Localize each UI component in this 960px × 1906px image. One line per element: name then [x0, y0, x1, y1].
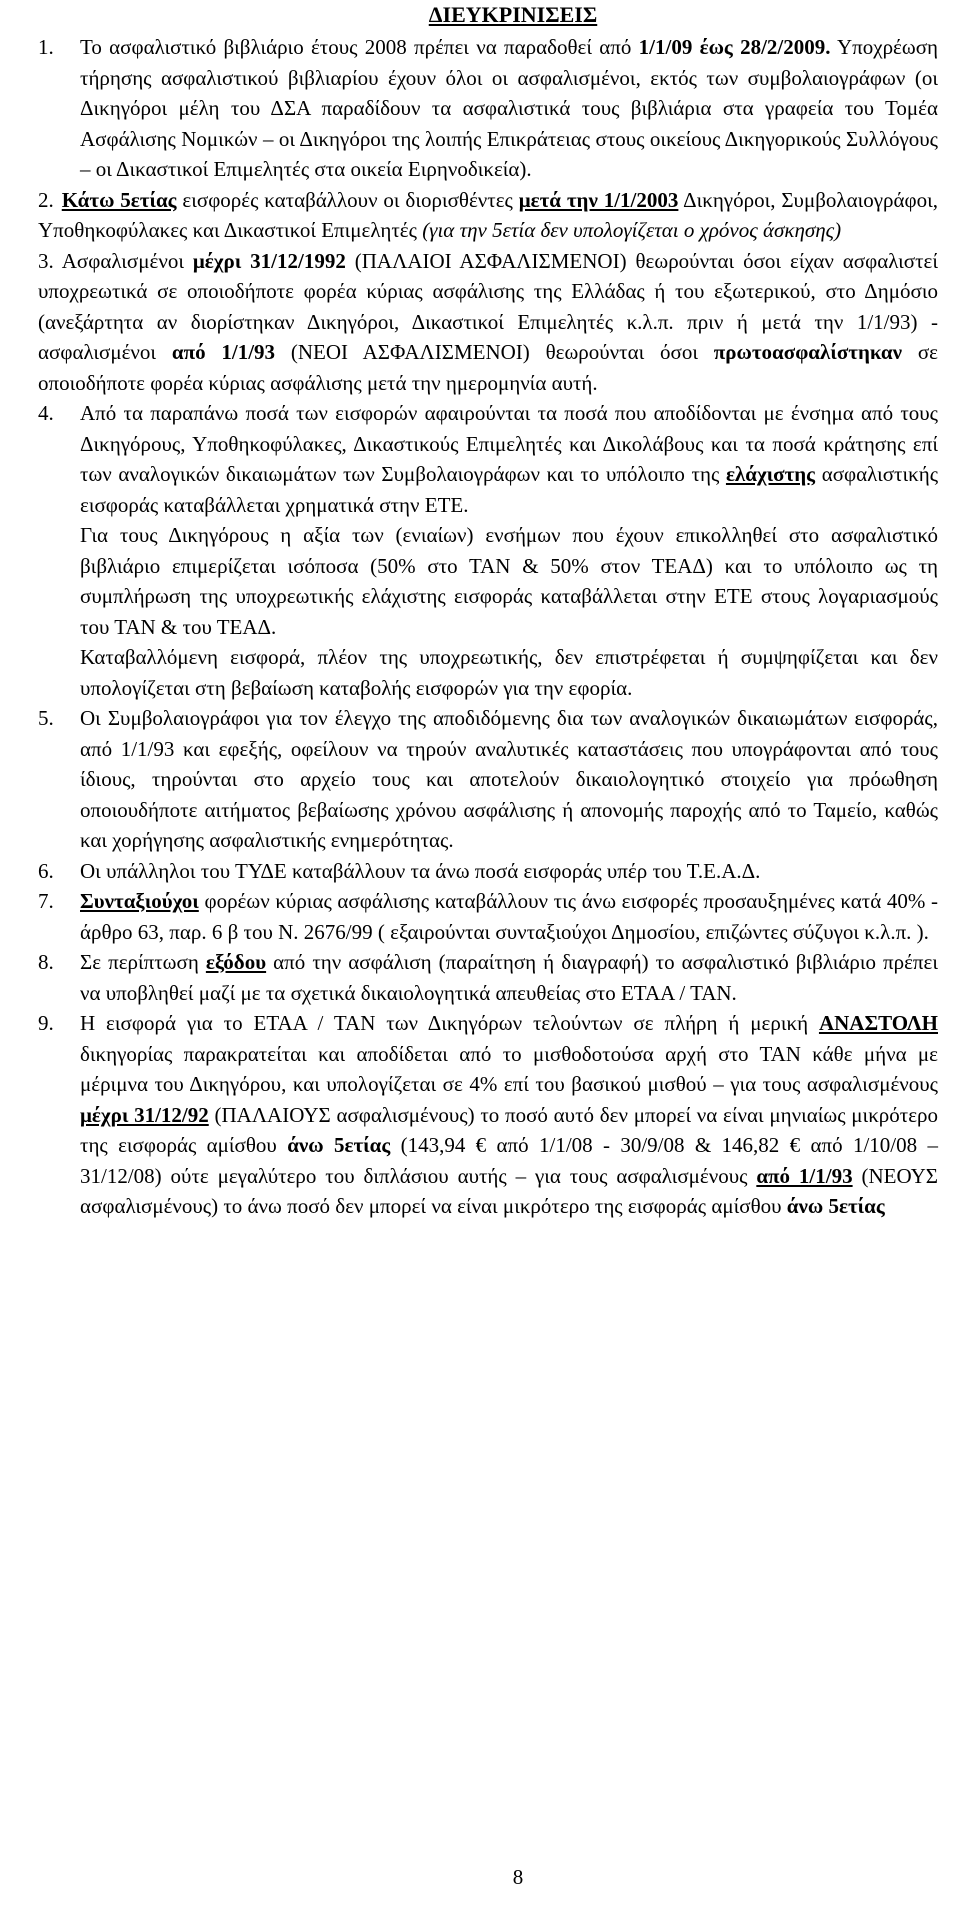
- list-item-number: 1.: [38, 35, 54, 59]
- list-item-number: 9.: [38, 1011, 54, 1035]
- list-item-text: Οι υπάλληλοι του ΤΥΔΕ καταβάλλουν τα άνω ποσά εισφοράς υπέρ του Τ.Ε.Α.Δ.: [80, 858, 761, 883]
- list-item-text: Οι Συμβολαιογράφοι για τον έλεγχο της αποδιδόμενης δια των αναλογικών δικαιωμάτων εισφοράς, από 1/1/93 και εφεξής, οφείλουν να τηρούν αναλυτικές καταστάσεις που υπογράφονται από τους ίδιους, τηρούνται στο αρχείο τους και αποτελούν δικαιολογητικό στοιχείο για πρόωθηση οποιουδήποτε αιτήματος βεβαίωσης χρόνου ασφάλισης ή απονομής παροχής από το Ταμείο, καθώς και χορήγησης ασφαλιστικής ενημερότητας.: [80, 706, 938, 852]
- list-item: [38, 1008, 938, 1222]
- list-item-number: 4.: [38, 401, 54, 425]
- list-item-number: 8.: [38, 950, 54, 974]
- list-item-number: 3.: [38, 248, 54, 273]
- list-item-text: Από τα παραπάνω ποσά των εισφορών αφαιρούνται τα ποσά που αποδίδονται με ένσημα από τους Δικηγόρους, Υποθηκοφύλακες, Δικαστικούς Επιμελητές και Δικολάβους και τα ποσά κράτησης επί των αναλογικών δικαιωμάτων των Συμβολαιογράφων και το υπόλοιπο της ελάχιστης ασφαλιστικής εισφοράς καταβάλλεται χρηματικά στην ΕΤΕ.: [80, 401, 939, 517]
- document-page: [38, 0, 938, 1222]
- list-item-text: Για τους Δικηγόρους η αξία των (ενιαίων) ενσήμων που έχουν επικολληθεί στο ασφαλιστικό βιβλιάριο επιμερίζεται ισόποσα (50% στο ΤΑΝ & 50% στον ΤΕΑΔ) και το υπόλοιπο ως τη συμπλήρωση της υποχρεωτικής ελάχιστης εισφοράς καταβάλλεται στην ΕΤΕ στους λογαριασμούς του ΤΑΝ & του ΤΕΑΔ.: [80, 523, 938, 639]
- list-item: [38, 32, 938, 185]
- list-item-text: Το ασφαλιστικό βιβλιάριο έτους 2008 πρέπει να παραδοθεί από 1/1/09 έως 28/2/2009. Υποχρέωση τήρησης ασφαλιστικού βιβλιαρίου έχουν όλοι οι ασφαλισμένοι, εκτός των συμβολαιογράφων (οι Δικηγόροι μέλη του ΔΣΑ παραδίδουν τα ασφαλιστικά τους βιβλιάρια στα γραφεία του Τομέα Ασφάλισης Νομικών – οι Δικηγόροι της λοιπής Επικράτειας στους οικείους Δικηγορικούς Συλλόγους – οι Δικαστικοί Επιμελητές στα οικεία Ειρηνοδικεία).: [80, 35, 939, 181]
- list-item: [38, 886, 938, 947]
- list-item-text: Κάτω 5ετίας εισφορές καταβάλλουν οι διορισθέντες μετά την 1/1/2003 Δικηγόροι, Συμβολαιογράφοι, Υποθηκοφύλακες και Δικαστικοί Επιμελητές (για την 5ετία δεν υπολογίζεται ο χρόνος άσκησης): [38, 187, 939, 242]
- list-item: [38, 185, 938, 246]
- list-item-paragraph: [38, 642, 938, 703]
- list-item-paragraph: [38, 520, 938, 642]
- page-title: ΔΙΕΥΚΡΙΝΙΣΕΙΣ: [428, 2, 598, 27]
- list-item-text: Η εισφορά για το ΕΤΑΑ / ΤΑΝ των Δικηγόρων τελούντων σε πλήρη ή μερική ΑΝΑΣΤΟΛΗ δικηγορίας παρακρατείται και αποδίδεται από το μισθοδοτούσα αρχή στο ΤΑΝ κάθε μήνα με μέριμνα του Δικηγόρου, και υπολογίζεται σε 4% επί του βασικού μισθού – για τους ασφαλισμένους μέχρι 31/12/92 (ΠΑΛΑΙΟΥΣ ασφαλισμένους) το ποσό αυτό δεν μπορεί να είναι μηνιαίως μικρότερο της εισφοράς αμίσθου άνω 5ετίας (143,94 € από 1/1/08 - 30/9/08 & 146,82 € από 1/10/08 – 31/12/08) ούτε μεγαλύτερο του διπλάσιου αυτής – για τους ασφαλισμένους από 1/1/93 (ΝΕΟΥΣ ασφαλισμένους) το άνω ποσό δεν μπορεί να είναι μικρότερο της εισφοράς αμίσθου άνω 5ετίας: [80, 1011, 938, 1218]
- list-item-text: Συνταξιούχοι φορέων κύριας ασφάλισης καταβάλλουν τις άνω εισφορές προσαυξημένες κατά 40% - άρθρο 63, παρ. 6 β του Ν. 2676/99 ( εξαιρούνται συνταξιούχοι Δημοσίου, επιζώντες σύζυγοι κ.λ.π. ).: [80, 889, 938, 944]
- page-number: 8: [512, 1865, 524, 1889]
- list-item-number: 6.: [38, 858, 54, 883]
- list-item: [38, 947, 938, 1008]
- list-item-number: 5.: [38, 706, 54, 730]
- list-item: [38, 398, 938, 520]
- list-item-number: 7.: [38, 889, 54, 913]
- clarifications-list: [38, 32, 938, 1222]
- list-item-text: Σε περίπτωση εξόδου από την ασφάλιση (παραίτηση ή διαγραφή) το ασφαλιστικό βιβλιάριο πρέπει να υποβληθεί μαζί με τα σχετικά δικαιολογητικά απευθείας στο ΕΤΑΑ / ΤΑΝ.: [80, 950, 939, 1005]
- list-item: [38, 856, 938, 887]
- list-item: [38, 246, 938, 399]
- list-item-number: 2.: [38, 187, 54, 212]
- list-item: [38, 703, 938, 856]
- list-item-text: Καταβαλλόμενη εισφορά, πλέον της υποχρεωτικής, δεν επιστρέφεται ή συμψηφίζεται και δεν υπολογίζεται στη βεβαίωση καταβολής εισφορών για την εφορία.: [80, 645, 938, 700]
- list-item-text: Ασφαλισμένοι μέχρι 31/12/1992 (ΠΑΛΑΙΟΙ ΑΣΦΑΛΙΣΜΕΝΟΙ) θεωρούνται όσοι είχαν ασφαλιστεί υποχρεωτικά σε οποιοδήποτε φορέα κύριας ασφάλισης της Ελλάδας ή του εξωτερικού, στο Δημόσιο (ανεξάρτητα αν διορίστηκαν Δικηγόροι, Δικαστικοί Επιμελητές κ.λ.π. πριν ή μετά την 1/1/93) - ασφαλισμένοι από 1/1/93 (ΝΕΟΙ ΑΣΦΑΛΙΣΜΕΝΟΙ) θεωρούνται όσοι πρωτοασφαλίστηκαν σε οποιοδήποτε φορέα κύριας ασφάλισης μετά την ημερομηνία αυτή.: [38, 248, 938, 395]
